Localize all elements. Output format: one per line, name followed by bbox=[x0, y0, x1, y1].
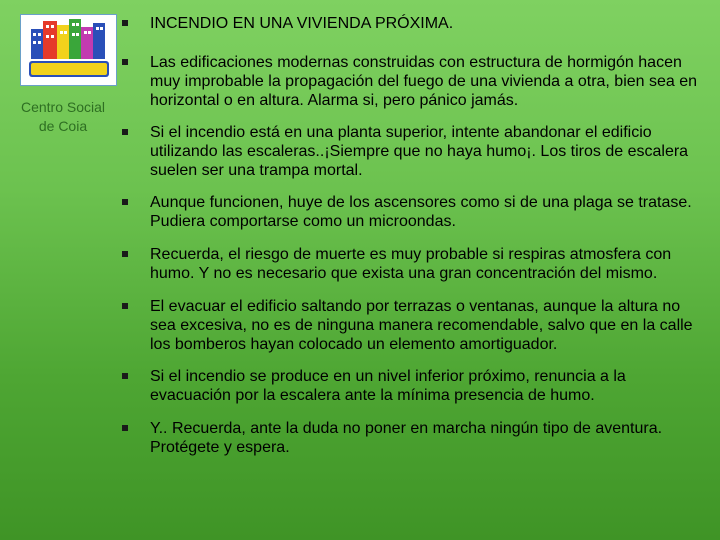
bullet-item bbox=[118, 245, 710, 283]
square-bullet-icon bbox=[122, 20, 128, 26]
bullet-item bbox=[118, 14, 710, 33]
organization-name-line-1: Centro Social bbox=[20, 99, 106, 115]
bullet-text: Y.. Recuerda, ante la duda no poner en marcha ningún tipo de aventura. Protégete y espera. bbox=[150, 420, 663, 456]
square-bullet-icon bbox=[122, 199, 128, 205]
square-bullet-icon bbox=[122, 373, 128, 379]
bullet-item bbox=[118, 123, 710, 180]
bullet-list bbox=[118, 14, 710, 457]
square-bullet-icon bbox=[122, 59, 128, 65]
bullet-item bbox=[118, 367, 710, 405]
bullet-text: Si el incendio se produce en un nivel inferior próximo, renuncia a la evacuación por la escalera ante la mínima presencia de humo. bbox=[150, 368, 626, 404]
organization-name-line-2: de Coia bbox=[38, 118, 88, 134]
square-bullet-icon bbox=[122, 129, 128, 135]
organization-name bbox=[0, 98, 126, 136]
bullet-text: El evacuar el edificio saltando por terrazas o ventanas, aunque la altura no sea excesiva, no es de ninguna manera recomendable, salvo que en la calle los bomberos hayan colocado un elemento amortiguador. bbox=[150, 298, 693, 353]
square-bullet-icon bbox=[122, 425, 128, 431]
centro-social-logo bbox=[20, 14, 117, 86]
sidebar bbox=[0, 0, 130, 540]
bullet-text: INCENDIO EN UNA VIVIENDA PRÓXIMA. bbox=[150, 15, 454, 32]
square-bullet-icon bbox=[122, 303, 128, 309]
square-bullet-icon bbox=[122, 251, 128, 257]
bullet-item bbox=[118, 297, 710, 354]
bullet-item bbox=[118, 193, 710, 231]
bullet-text: Aunque funcionen, huye de los ascensores como si de una plaga se tratase. Pudiera comportarse como un microondas. bbox=[150, 194, 692, 230]
logo-artwork bbox=[21, 15, 116, 85]
bullet-text: Si el incendio está en una planta superior, intente abandonar el edificio utilizando las escaleras..¡Siempre que no haya humo¡. Los tiros de escalera suelen ser una trampa mortal. bbox=[150, 124, 689, 179]
bullet-item bbox=[118, 53, 710, 110]
bullet-text: Las edificaciones modernas construidas con estructura de hormigón hacen muy improbable la propagación del fuego de una vivienda a otra, bien sea en horizontal o en altura. Alarma si, pero pánico jamás. bbox=[150, 54, 698, 109]
bullet-text: Recuerda, el riesgo de muerte es muy probable si respiras atmosfera con humo. Y no es necesario que exista una gran concentración del mismo. bbox=[150, 246, 672, 282]
bullet-item bbox=[118, 419, 710, 457]
